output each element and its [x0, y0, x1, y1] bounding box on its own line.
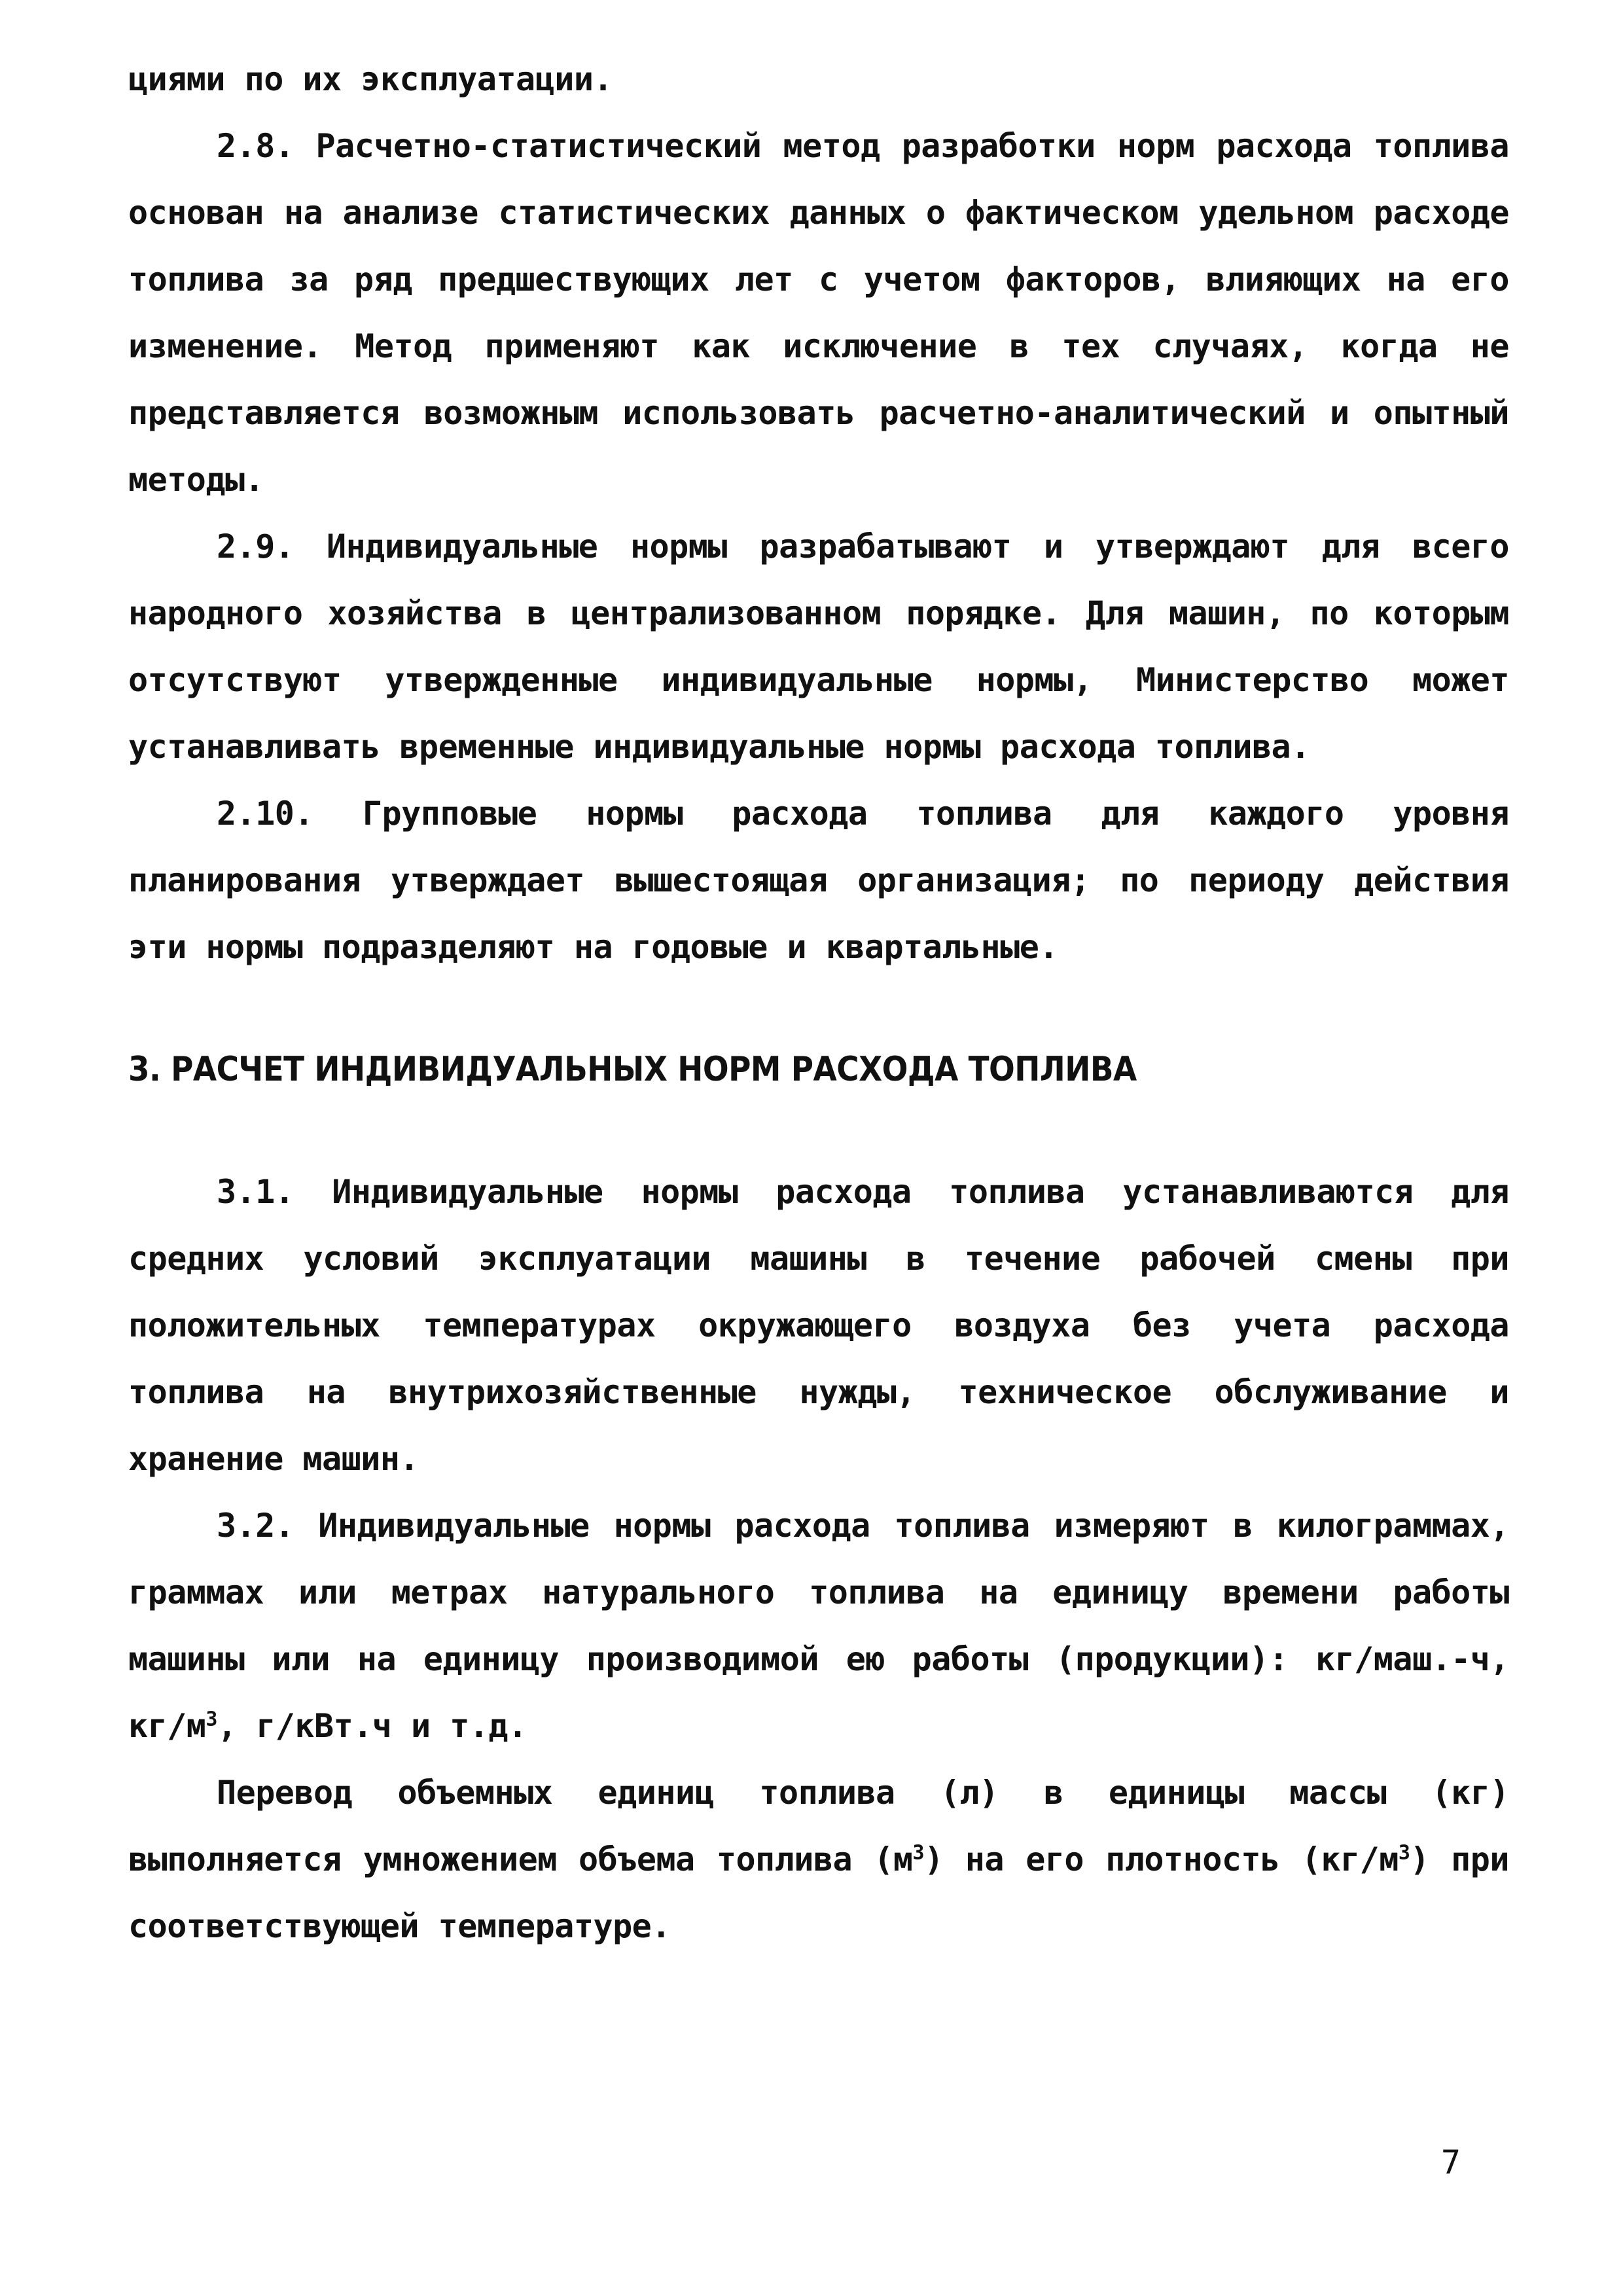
section-heading-3: 3. РАСЧЕТ ИНДИВИДУАЛЬНЫХ НОРМ РАСХОДА ТОПЛИВА	[128, 1050, 1137, 1089]
paragraph-3-2-tail: , г/кВт.ч и т.д.	[217, 1707, 527, 1745]
paragraph-2-8: 2.8. Расчетно-статистический метод разработки норм расхода топлива основан на анализе статистических данных о фактическом удельном расходе топлива за ряд предшествующих лет с учетом факторов, влияющих на его изменение. Метод применяют как исключение в тех случаях, когда не представляется возможным использовать расчетно-аналитический и опытный методы.	[128, 127, 1509, 499]
paragraph-2-10: 2.10. Групповые нормы расхода топлива для каждого уровня планирования утверждает вышестоящая организация; по периоду действия эти нормы подразделяют на годовые и квартальные.	[128, 795, 1509, 966]
paragraph-3-2-text: 3.2. Индивидуальные нормы расхода топлива измеряют в килограммах, граммах или метрах натурального топлива на единицу времени работы машины или на единицу производимой ею работы (продукции): кг/маш.-ч, кг/м	[128, 1507, 1509, 1745]
page-number: 7	[1440, 2144, 1461, 2181]
superscript-3: 3	[912, 1841, 925, 1865]
spacer	[128, 980, 1509, 1036]
document-body	[128, 46, 1509, 1960]
superscript-3: 3	[1398, 1841, 1410, 1865]
paragraph-3-2	[128, 1492, 1509, 1759]
spacer	[128, 1103, 1509, 1158]
conversion-part-b: ) на его плотность (кг/м	[924, 1840, 1399, 1878]
paragraph-3-1: 3.1. Индивидуальные нормы расхода топлива устанавливаются для средних условий эксплуатации машины в течение рабочей смены при положительных температурах окружающего воздуха без учета расхода топлива на внутрихозяйственные нужды, техническое обслуживание и хранение машин.	[128, 1173, 1509, 1478]
conversion-part-c: ) при соответствующей температуре.	[128, 1840, 1509, 1945]
paragraph-intro: циями по их эксплуатации.	[128, 60, 613, 98]
superscript-3: 3	[205, 1708, 217, 1731]
conversion-part-a: Перевод объемных единиц топлива (л) в единицы массы (кг) выполняется умножением объема топлива (м	[128, 1774, 1509, 1878]
paragraph-2-9: 2.9. Индивидуальные нормы разрабатывают и утверждают для всего народного хозяйства в централизованном порядке. Для машин, по которым отсутствуют утвержденные индивидуальные нормы, Министерство может устанавливать временные индивидуальные нормы расхода топлива.	[128, 528, 1509, 766]
paragraph-conversion	[128, 1759, 1509, 1960]
